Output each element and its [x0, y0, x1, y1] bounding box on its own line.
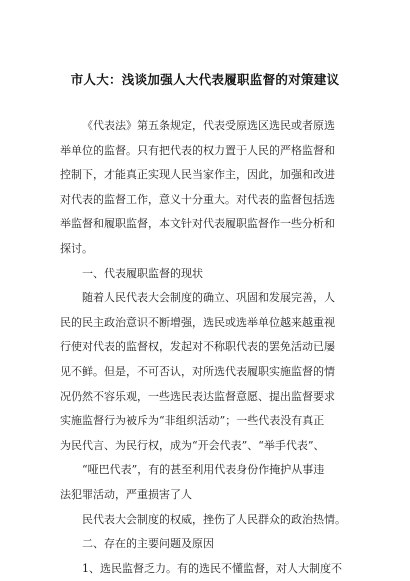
paragraph-line: 对代表的监督工作，意义十分重大。对代表的监督包括选 [60, 192, 335, 206]
paragraph-line: 举监督和履职监督，本文针对代表履职监督作一些分析和 [60, 217, 335, 231]
paragraph-line: 法犯罪活动，严重损害了人 [60, 487, 192, 501]
paragraph-line: 为民代言、为民行权，成为“开会代表”、“举手代表”、 [60, 438, 325, 452]
paragraph-line: 见不鲜。但是，不可否认，对所选代表履职实施监督的情 [60, 364, 335, 378]
paragraph-line: 《代表法》第五条规定，代表受原选区选民或者原选 [82, 119, 335, 132]
paragraph-line: 探讨。 [60, 241, 93, 255]
paragraph-line: 随着人民代表大会制度的确立、巩固和发展完善，人 [82, 291, 335, 305]
paragraph-line: 民代表大会制度的权威，挫伤了人民群众的政治热情。 [82, 512, 346, 526]
paragraph-line: 控制下，才能真正实现人民当家作主，因此，加强和改进 [60, 168, 335, 182]
document-title: 市人大：浅谈加强人大代表履职监督的对策建议 [70, 72, 340, 87]
section-heading: 一、代表履职监督的现状 [82, 266, 203, 280]
paragraph-line: 实施监督行为被斥为“非组织活动”；一些代表没有真正 [60, 414, 325, 428]
section-heading: 二、存在的主要问题及原因 [82, 537, 214, 551]
paragraph-line: 举单位的监督。只有把代表的权力置于人民的严格监督和 [60, 143, 335, 157]
paragraph-line: “哑巴代表”，有的甚至利用代表身份作掩护从事违 [82, 463, 325, 477]
paragraph-line: 况仍然不容乐观，一些选民表达监督意愿、提出监督要求 [60, 389, 335, 403]
paragraph-line: 行使对代表的监督权，发起对不称职代表的罢免活动已屡 [60, 340, 335, 354]
paragraph-line: 1、选民监督乏力。有的选民不懂监督，对人大制度不 [82, 561, 342, 575]
document-body [60, 114, 360, 581]
paragraph-line: 民的民主政治意识不断增强，选民或选举单位越来越重视 [60, 315, 335, 329]
